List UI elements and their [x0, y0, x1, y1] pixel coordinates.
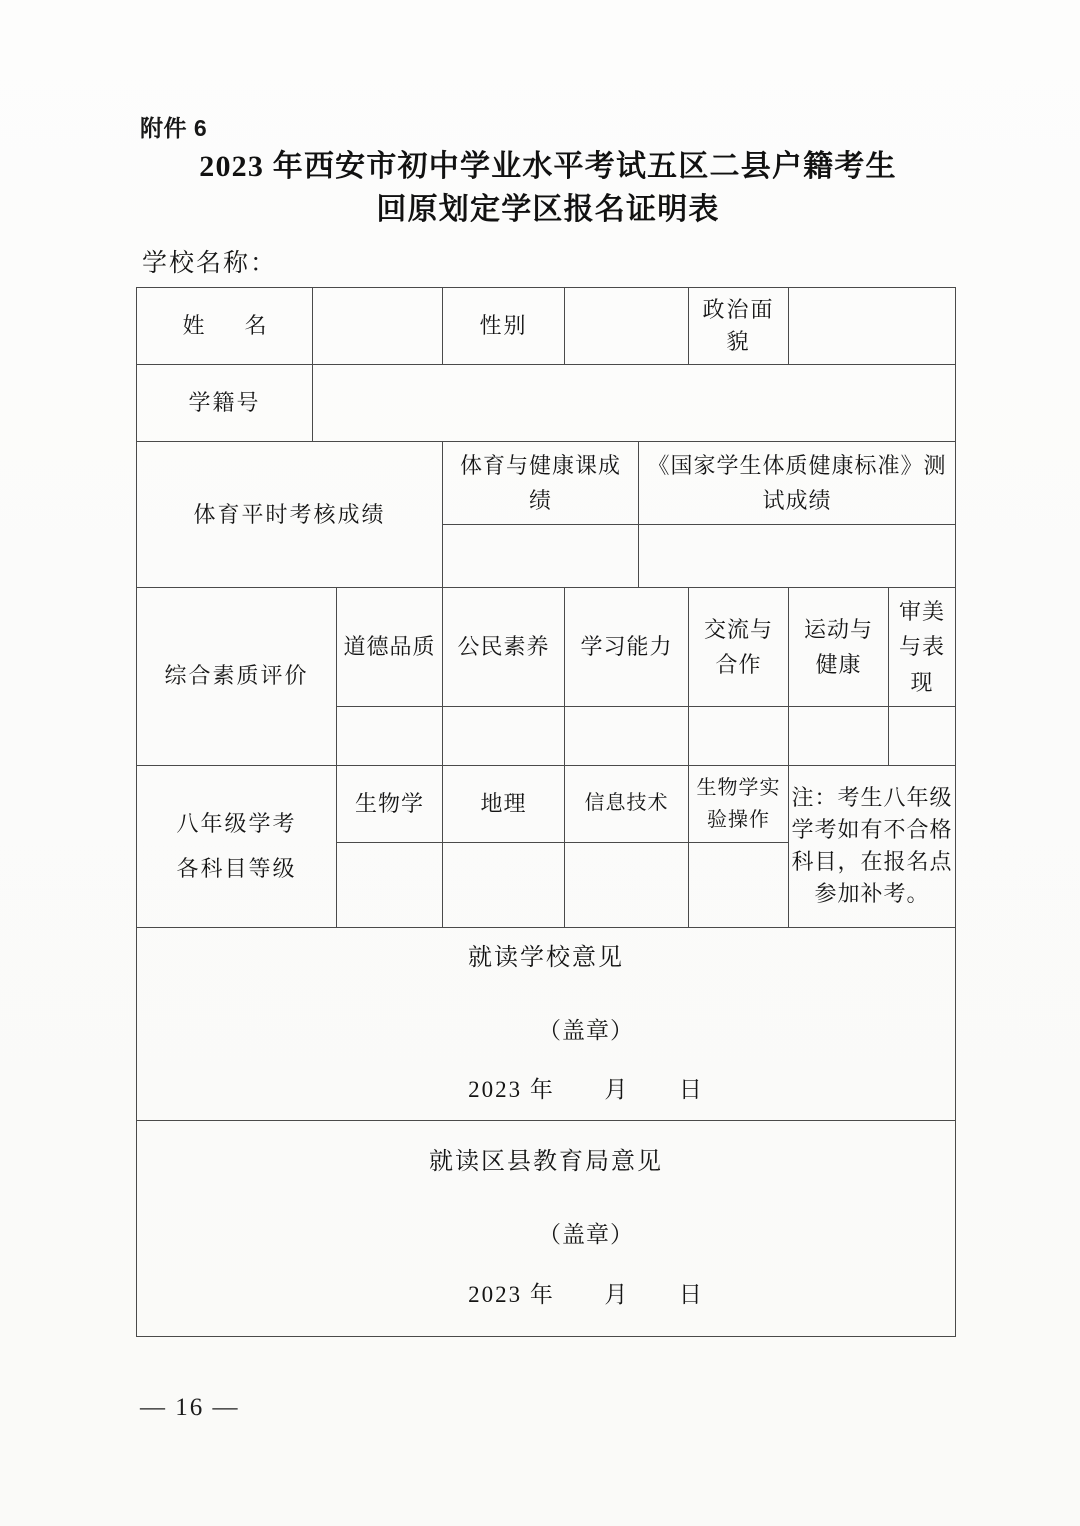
- political-status-value-cell[interactable]: [789, 288, 956, 365]
- district-opinion-date-year: 2023 年: [468, 1281, 555, 1307]
- grade8-grade-bio-lab: [689, 879, 788, 891]
- district-opinion-title: 就读区县教育局意见: [429, 1149, 664, 1176]
- gender-label-cell: [443, 288, 565, 365]
- pe-standard-header-cell: [639, 441, 956, 524]
- grade8-grade-cell-1[interactable]: [443, 842, 565, 927]
- page-title: [136, 146, 960, 231]
- grade8-subject-cell-1: [443, 765, 565, 842]
- political-status-label: 政治面貌: [702, 297, 775, 354]
- name-value: [313, 320, 442, 332]
- grade8-subject-cell-3: [689, 765, 789, 842]
- school-opinion-seal: （盖章）: [538, 1017, 635, 1043]
- school-opinion-date-month: 月: [604, 1077, 630, 1103]
- district-opinion-date-month: 月: [604, 1281, 630, 1307]
- registration-form-table: [136, 287, 956, 1337]
- comprehensive-header-communication: 交流与合作: [704, 616, 774, 677]
- comprehensive-header-cell-1: [443, 588, 565, 707]
- pe-label-cell: [137, 441, 443, 587]
- name-label: 姓 名: [182, 312, 276, 338]
- comprehensive-header-cell-3: [689, 588, 789, 707]
- political-status-value: [789, 320, 955, 332]
- comprehensive-value-cell-0[interactable]: [337, 706, 443, 765]
- comprehensive-value-sports: [789, 730, 888, 742]
- comprehensive-value-moral: [337, 730, 442, 742]
- pe-course-header-cell: [443, 441, 639, 524]
- comprehensive-header-cell-0: [337, 588, 443, 707]
- student-id-label: 学籍号: [188, 389, 261, 415]
- district-opinion-date: [137, 1278, 955, 1311]
- student-id-label-cell: [137, 364, 313, 441]
- comprehensive-header-aesthetics: 审美与表现: [899, 599, 946, 695]
- table-row-identity: [137, 288, 956, 365]
- student-id-value: [313, 397, 955, 409]
- grade8-grade-biology: [337, 879, 442, 891]
- name-value-cell[interactable]: [313, 288, 443, 365]
- grade8-grade-cell-2[interactable]: [565, 842, 689, 927]
- grade8-subject-bio-lab: 生物学实验操作: [696, 776, 781, 831]
- comprehensive-header-citizenship: 公民素养: [457, 634, 550, 660]
- grade8-note-cell: [789, 765, 956, 927]
- pe-course-value: [443, 550, 638, 562]
- pe-course-value-cell[interactable]: [443, 525, 639, 588]
- comprehensive-header-moral: 道德品质: [343, 634, 436, 660]
- grade8-label-cell: [137, 765, 337, 927]
- attachment-label: 附件 6: [140, 115, 208, 141]
- grade8-subject-it: 信息技术: [584, 792, 669, 815]
- school-opinion-date-year: 2023 年: [468, 1077, 555, 1103]
- grade8-label-line-1: 八年级学考: [176, 811, 297, 837]
- gender-value-cell[interactable]: [565, 288, 689, 365]
- student-id-value-cell[interactable]: [313, 364, 956, 441]
- grade8-label-line-2: 各科目等级: [176, 856, 297, 882]
- comprehensive-value-communication: [689, 730, 788, 742]
- gender-label: 性别: [479, 312, 528, 338]
- grade8-label: [137, 795, 336, 897]
- table-row-school-opinion: [137, 927, 956, 1120]
- comprehensive-value-learning: [565, 730, 688, 742]
- grade8-grade-cell-0[interactable]: [337, 842, 443, 927]
- comprehensive-header-cell-4: [789, 588, 889, 707]
- table-row-district-opinion: [137, 1120, 956, 1336]
- comprehensive-label: 综合素质评价: [164, 663, 309, 689]
- title-line-1: 2023 年西安市初中学业水平考试五区二县户籍考生: [199, 150, 897, 183]
- pe-standard-value: [639, 550, 955, 562]
- comprehensive-value-aesthetics: [889, 730, 955, 742]
- district-opinion-date-day: 日: [678, 1281, 704, 1307]
- grade8-grade-cell-3[interactable]: [689, 842, 789, 927]
- table-row-pe-header: [137, 441, 956, 524]
- comprehensive-value-cell-4[interactable]: [789, 706, 889, 765]
- pe-standard-value-cell[interactable]: [639, 525, 956, 588]
- table-row-student-id: [137, 364, 956, 441]
- grade8-subject-biology: 生物学: [355, 790, 425, 816]
- grade8-grade-it: [565, 879, 688, 891]
- page-number: — 16 —: [140, 1394, 240, 1421]
- school-name-label: 学校名称：: [142, 250, 278, 277]
- grade8-subject-cell-0: [337, 765, 443, 842]
- comprehensive-header-cell-5: [889, 588, 956, 707]
- district-opinion-cell[interactable]: [137, 1120, 956, 1336]
- title-line-2: 回原划定学区报名证明表: [376, 192, 720, 226]
- grade8-grade-geography: [443, 879, 564, 891]
- comprehensive-value-citizenship: [443, 730, 564, 742]
- grade8-subject-geography: 地理: [480, 790, 527, 816]
- comprehensive-value-cell-2[interactable]: [565, 706, 689, 765]
- comprehensive-header-sports: 运动与健康: [804, 616, 874, 677]
- table-row-grade8-header: [137, 765, 956, 842]
- pe-course-header: 体育与健康课成绩: [460, 452, 622, 513]
- pe-standard-header: 《国家学生体质健康标准》测试成绩: [647, 452, 947, 513]
- pe-label: 体育平时考核成绩: [193, 501, 386, 527]
- comprehensive-header-cell-2: [565, 588, 689, 707]
- name-label-cell: [137, 288, 313, 365]
- school-opinion-title: 就读学校意见: [468, 944, 625, 971]
- grade8-subject-cell-2: [565, 765, 689, 842]
- comprehensive-value-cell-5[interactable]: [889, 706, 956, 765]
- school-opinion-date: [137, 1073, 955, 1106]
- comprehensive-value-cell-1[interactable]: [443, 706, 565, 765]
- school-opinion-cell[interactable]: [137, 927, 956, 1120]
- gender-value: [565, 320, 688, 332]
- comprehensive-label-cell: [137, 588, 337, 766]
- comprehensive-header-learning: 学习能力: [580, 634, 673, 660]
- district-opinion-seal: （盖章）: [538, 1222, 635, 1248]
- political-status-label-cell: [689, 288, 789, 365]
- grade8-note-text: 注：考生八年级学考如有不合格科目，在报名点参加补考。: [791, 785, 953, 907]
- school-opinion-date-day: 日: [678, 1077, 704, 1103]
- table-row-comprehensive-header: [137, 588, 956, 707]
- comprehensive-value-cell-3[interactable]: [689, 706, 789, 765]
